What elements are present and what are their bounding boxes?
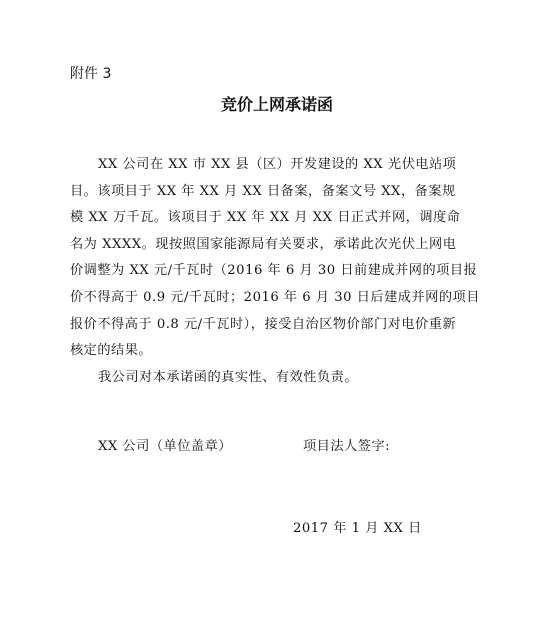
paragraph-line: XX 公司在 XX 市 XX 县（区）开发建设的 XX 光伏电站项 (98, 157, 457, 172)
paragraph-line: 价不得高于 0.9 元/千瓦时；2016 年 6 月 30 日后建成并网的项目 (70, 289, 480, 305)
paragraph-line: 模 XX 万千瓦。该项目于 XX 年 XX 月 XX 日正式并网，调度命 (70, 210, 461, 226)
letter-body (70, 152, 490, 391)
legal-signature-label: 项目法人签字: (303, 439, 391, 454)
letter-date: 2017 年 1 月 XX 日 (293, 521, 422, 536)
paragraph-line: 目。该项目于 XX 年 XX 月 XX 日备案，备案文号 XX，备案规 (70, 183, 456, 199)
responsibility-statement: 我公司对本承诺函的真实性、有效性负责。 (98, 369, 359, 385)
paragraph-line: 核定的结果。 (70, 343, 153, 359)
paragraph-line: 价调整为 XX 元/千瓦时（2016 年 6 月 30 日前建成并网的项目报 (70, 263, 478, 279)
signature-row (0, 435, 554, 459)
paragraph-line: 名为 XXXX。现按照国家能源局有关要求，承诺此次光伏上网电 (70, 236, 457, 252)
paragraph-line: 报价不得高于 0.8 元/千瓦时），接受自治区物价部门对电价重新 (70, 316, 457, 332)
company-seal-label: XX 公司（单位盖章） (98, 439, 232, 454)
document-title: 竞价上网承诺函 (220, 95, 333, 114)
attachment-label: 附件 3 (70, 66, 112, 82)
